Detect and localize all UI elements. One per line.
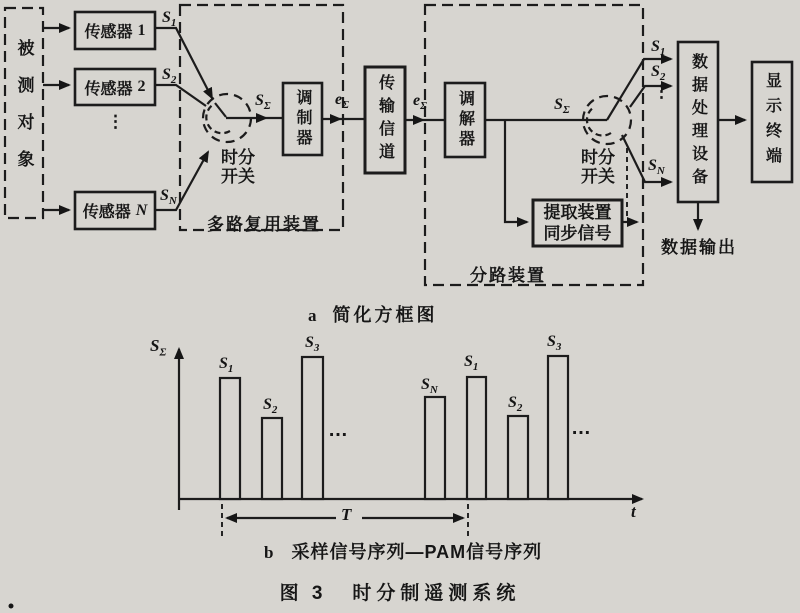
- sync-extractor-label: 提取装置 同步信号: [543, 203, 612, 243]
- part-a-title: 简化方框图: [332, 305, 438, 325]
- signal-sn-out-label: $S_N$: [648, 157, 665, 178]
- data-processing-label-wrap: [678, 42, 718, 202]
- sensor-2-number: 2: [137, 78, 146, 95]
- sensor-1-label: [75, 12, 155, 49]
- modulator-label-wrap: [283, 83, 322, 155]
- demultiplexer-frame-label: 分路装置: [470, 266, 546, 285]
- part-b-index: b: [264, 543, 274, 562]
- pam-pulse-s3a: [302, 357, 323, 499]
- sensor-ellipsis: ⋮: [107, 112, 124, 131]
- sensor-2-name: 传感器: [84, 80, 133, 98]
- signal-s2-label: $S_2$: [162, 66, 177, 87]
- data-output-label: 数据输出: [661, 238, 737, 257]
- period-label: T: [341, 505, 352, 524]
- s1-input-line: [155, 28, 212, 98]
- tdm-switch-2-label: 时分 开关: [581, 148, 615, 186]
- plot-xlabel: t: [631, 502, 636, 521]
- pam-pulse-s2b: [508, 416, 528, 499]
- part-a-index: a: [308, 306, 317, 325]
- sensor-2-label: [75, 69, 155, 105]
- sensor-1-name: 传感器: [84, 24, 133, 41]
- signal-esum-1-label: $e_\Sigma$: [335, 91, 349, 112]
- pam-pulse-s2a: [262, 418, 282, 499]
- figure-caption: [0, 578, 800, 605]
- part-a-caption: [308, 301, 438, 327]
- pulse-label-s3a: $S_3$: [305, 334, 320, 355]
- figure-number: 图 3: [279, 583, 327, 604]
- sensor-n-name: 传感器: [82, 204, 131, 221]
- plot-ylabel: $S_\Sigma$: [150, 336, 167, 359]
- signal-ssum-2-label: $S_\Sigma$: [554, 96, 570, 117]
- sensor-n-label: [75, 192, 155, 229]
- signal-esum-2-label: $e_\Sigma$: [413, 92, 427, 113]
- tdm-switch-2-contact-arc: [587, 107, 611, 136]
- signal-sn-label: $S_N$: [160, 187, 177, 208]
- data-processing-label: 数据处理设备: [689, 53, 707, 191]
- multiplexer-frame-label: 多路复用装置: [207, 215, 321, 234]
- sync-input-line: [505, 120, 527, 222]
- tdm-switch-1-label: 时分 开关: [221, 148, 255, 186]
- signal-s2-out-label: $S_2$: [651, 63, 666, 84]
- pulse-label-sna: $S_N$: [421, 376, 438, 397]
- pulse-ellipsis-2: …: [571, 417, 592, 439]
- pulse-label-s2b: $S_2$: [508, 394, 523, 415]
- measured-object-label: 被测对象: [14, 39, 34, 187]
- s1-wiper-line: [215, 103, 226, 117]
- display-terminal-label-wrap: [752, 62, 792, 182]
- signal-s1-label: $S_1$: [162, 9, 177, 30]
- pulse-label-s2a: $S_2$: [263, 396, 278, 417]
- display-terminal-label: 显示终端: [763, 72, 781, 172]
- measured-object-label-wrap: [5, 8, 43, 218]
- pulse-label-s3b: $S_3$: [547, 333, 562, 354]
- figure-title: 时分制遥测系统: [352, 583, 521, 604]
- modulator-label: 调制器: [294, 89, 311, 149]
- fanout-ellipsis: ⋮: [653, 82, 670, 101]
- signal-s1-out-label: $S_1$: [651, 38, 666, 59]
- part-b-title: 采样信号序列—PAM信号序列: [291, 542, 543, 562]
- demodulator-label: 调解器: [456, 90, 474, 150]
- pam-pulse-s1a: [220, 378, 240, 499]
- sensor-n-number: N: [135, 201, 148, 219]
- part-b-caption: [264, 538, 542, 564]
- sensor-1-number: 1: [137, 21, 146, 39]
- pulse-label-s1a: $S_1$: [219, 355, 234, 376]
- pam-pulse-s3b: [548, 356, 568, 499]
- demodulator-label-wrap: [445, 83, 485, 157]
- signal-ssum-1-label: $S_\Sigma$: [255, 92, 271, 113]
- pulse-label-s1b: $S_1$: [464, 353, 479, 374]
- pam-pulse-sna: [425, 397, 445, 499]
- pam-pulse-s1b: [467, 377, 486, 499]
- channel-label: 传输信道: [376, 74, 394, 166]
- pulse-ellipsis-1: …: [328, 419, 349, 441]
- channel-label-wrap: [365, 67, 405, 173]
